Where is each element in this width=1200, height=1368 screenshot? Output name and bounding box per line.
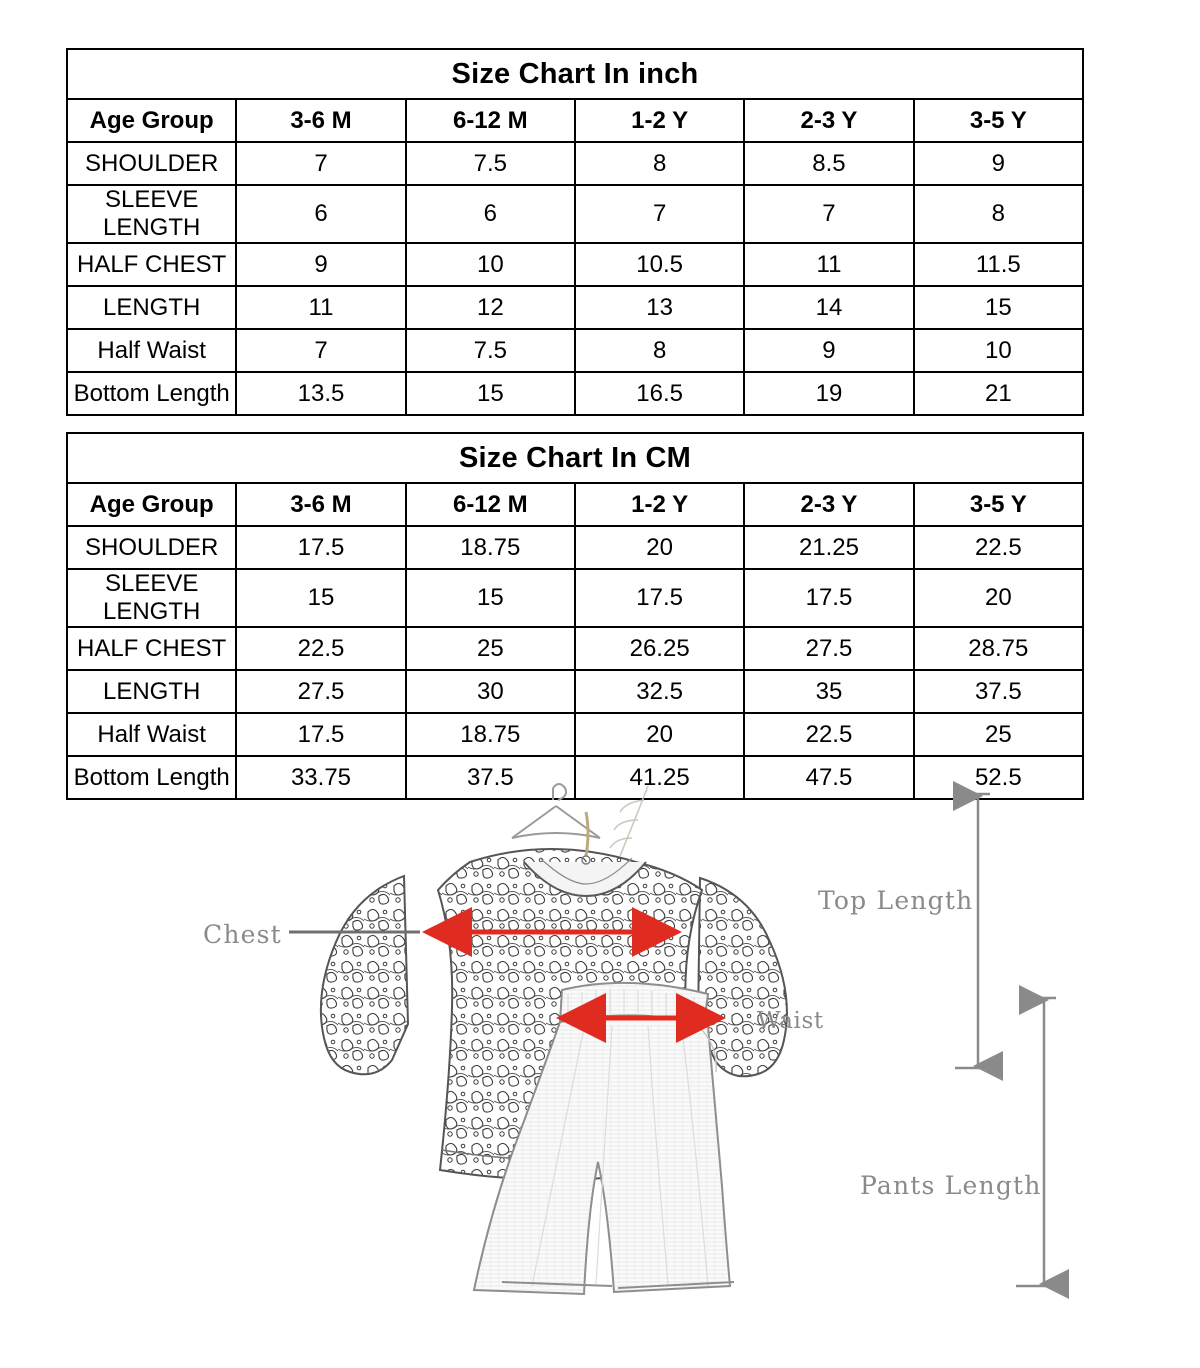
table-row (67, 713, 1083, 756)
cell: 27.5 (236, 670, 405, 713)
cell: 21.25 (744, 526, 913, 569)
table-title: Size Chart In inch (67, 49, 1083, 99)
cell: 47.5 (744, 756, 913, 799)
cell: 6 (236, 185, 405, 243)
cell: 32.5 (575, 670, 744, 713)
cell: 7 (236, 329, 405, 372)
cell: 25 (406, 627, 575, 670)
header-cell-size-2: 6-12 M (406, 99, 575, 142)
table-row (67, 185, 1083, 243)
cell: 11 (744, 243, 913, 286)
row-label: LENGTH (67, 286, 236, 329)
cell: 19 (744, 372, 913, 415)
cell: 7 (575, 185, 744, 243)
table-row (67, 286, 1083, 329)
row-label: Bottom Length (67, 756, 236, 799)
cell: 18.75 (406, 526, 575, 569)
cell: 18.75 (406, 713, 575, 756)
chest-label: Chest (203, 920, 282, 949)
table-title-row (67, 49, 1083, 99)
cell: 10.5 (575, 243, 744, 286)
header-cell-size-1: 3-6 M (236, 483, 405, 526)
cell: 10 (406, 243, 575, 286)
cell: 17.5 (744, 569, 913, 627)
table-row (67, 329, 1083, 372)
cell: 7 (744, 185, 913, 243)
cell: 9 (744, 329, 913, 372)
header-cell-age-group: Age Group (67, 483, 236, 526)
header-cell-size-3: 1-2 Y (575, 483, 744, 526)
cell: 35 (744, 670, 913, 713)
cell: 26.25 (575, 627, 744, 670)
cell: 37.5 (914, 670, 1083, 713)
cell: 30 (406, 670, 575, 713)
table-title: Size Chart In CM (67, 433, 1083, 483)
cell: 9 (236, 243, 405, 286)
table-row (67, 526, 1083, 569)
cell: 9 (914, 142, 1083, 185)
cell: 10 (914, 329, 1083, 372)
row-label: SHOULDER (67, 526, 236, 569)
cell: 15 (914, 286, 1083, 329)
cell: 20 (914, 569, 1083, 627)
cell: 13.5 (236, 372, 405, 415)
top-length-bracket (955, 794, 990, 1068)
row-label: SLEEVE LENGTH (67, 185, 236, 243)
cell: 7 (236, 142, 405, 185)
cell: 17.5 (575, 569, 744, 627)
row-label: HALF CHEST (67, 627, 236, 670)
row-label: Half Waist (67, 713, 236, 756)
cell: 8 (575, 142, 744, 185)
pants-length-bracket (1016, 998, 1056, 1286)
cell: 8 (914, 185, 1083, 243)
cell: 22.5 (744, 713, 913, 756)
cell: 15 (406, 569, 575, 627)
top-length-label: Top Length (818, 886, 974, 915)
table-row (67, 627, 1083, 670)
table-row (67, 670, 1083, 713)
header-cell-size-2: 6-12 M (406, 483, 575, 526)
header-cell-size-4: 2-3 Y (744, 483, 913, 526)
row-label: Bottom Length (67, 372, 236, 415)
cell: 6 (406, 185, 575, 243)
branch-decoration (610, 786, 648, 856)
table-header-row (67, 99, 1083, 142)
cell: 52.5 (914, 756, 1083, 799)
garment-illustration (0, 776, 1200, 1368)
cell: 21 (914, 372, 1083, 415)
cell: 20 (575, 713, 744, 756)
cell: 15 (406, 372, 575, 415)
waist-label: Waist (757, 1008, 824, 1034)
size-chart-inch-table (66, 48, 1084, 416)
cell: 15 (236, 569, 405, 627)
cell: 11 (236, 286, 405, 329)
cell: 20 (575, 526, 744, 569)
cell: 7.5 (406, 329, 575, 372)
size-chart-cm-table (66, 432, 1084, 800)
cell: 11.5 (914, 243, 1083, 286)
cell: 13 (575, 286, 744, 329)
header-cell-age-group: Age Group (67, 99, 236, 142)
pants-length-label: Pants Length (860, 1171, 1042, 1200)
row-label: SLEEVE LENGTH (67, 569, 236, 627)
header-cell-size-5: 3-5 Y (914, 483, 1083, 526)
header-cell-size-3: 1-2 Y (575, 99, 744, 142)
table-row (67, 372, 1083, 415)
header-cell-size-4: 2-3 Y (744, 99, 913, 142)
cell: 8 (575, 329, 744, 372)
table-header-row (67, 483, 1083, 526)
garment-diagram-svg (0, 776, 1200, 1368)
table-row (67, 142, 1083, 185)
cell: 33.75 (236, 756, 405, 799)
cell: 22.5 (914, 526, 1083, 569)
header-cell-size-5: 3-5 Y (914, 99, 1083, 142)
header-cell-size-1: 3-6 M (236, 99, 405, 142)
cell: 17.5 (236, 526, 405, 569)
cell: 12 (406, 286, 575, 329)
table-title-row (67, 433, 1083, 483)
cell: 16.5 (575, 372, 744, 415)
row-label: SHOULDER (67, 142, 236, 185)
cell: 28.75 (914, 627, 1083, 670)
cell: 17.5 (236, 713, 405, 756)
row-label: HALF CHEST (67, 243, 236, 286)
cell: 37.5 (406, 756, 575, 799)
row-label: Half Waist (67, 329, 236, 372)
table-row (67, 243, 1083, 286)
cell: 25 (914, 713, 1083, 756)
cell: 8.5 (744, 142, 913, 185)
cell: 41.25 (575, 756, 744, 799)
cell: 27.5 (744, 627, 913, 670)
cell: 14 (744, 286, 913, 329)
table-row (67, 569, 1083, 627)
row-label: LENGTH (67, 670, 236, 713)
cell: 7.5 (406, 142, 575, 185)
cell: 22.5 (236, 627, 405, 670)
